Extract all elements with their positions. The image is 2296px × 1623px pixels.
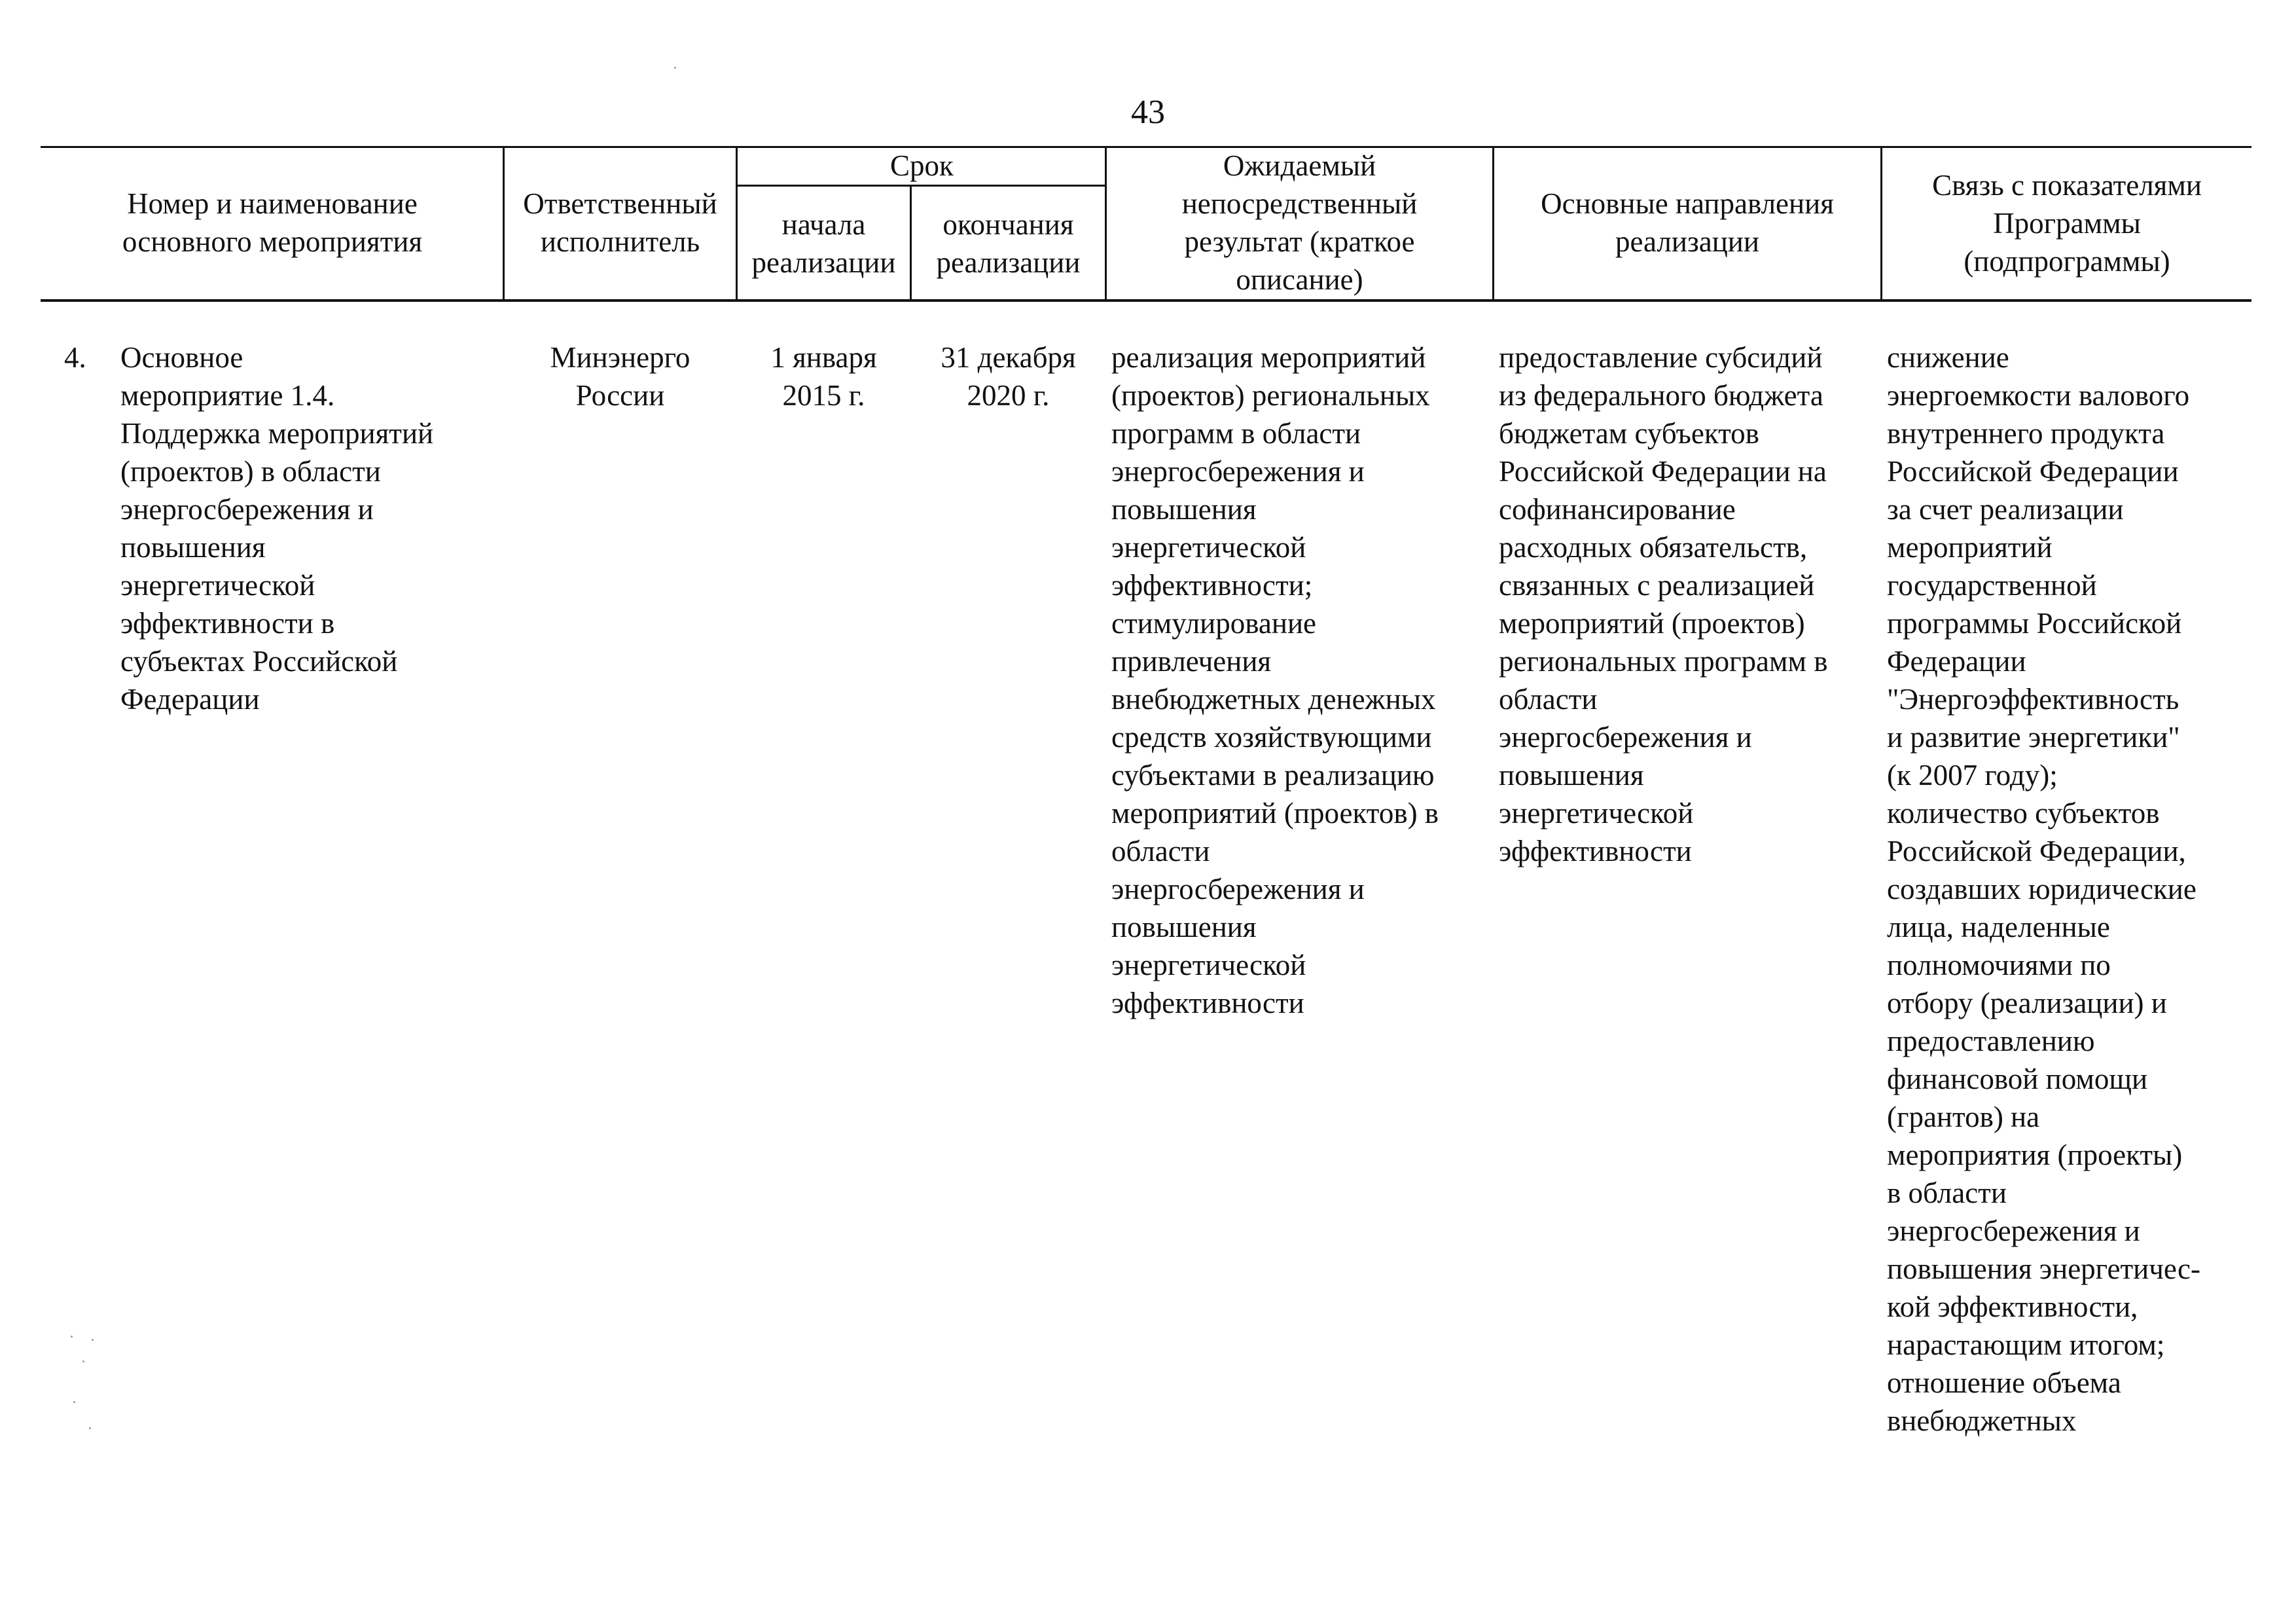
row-result-line: энергосбережения и xyxy=(1111,873,1365,905)
row-result-line: энергетической xyxy=(1111,949,1306,981)
row-indicators-line: снижение xyxy=(1887,341,2009,374)
row-indicators-line: за счет реализации xyxy=(1887,493,2124,526)
header-result-line: непосредственный xyxy=(1181,187,1418,220)
row-indicators-line: и развитие энергетики" xyxy=(1887,721,2180,754)
row-directions-line: связанных с реализацией xyxy=(1499,569,1815,602)
row-name-line: Федерации xyxy=(120,683,260,716)
row-indicators-line: энергоемкости валового xyxy=(1887,379,2190,412)
row-end-line: 31 декабря xyxy=(941,341,1076,374)
row-directions-line: предоставление субсидий xyxy=(1499,341,1823,374)
header-responsible-line: Ответственный xyxy=(523,187,717,220)
row-indicators-line: Федерации xyxy=(1887,645,2026,678)
scan-speck xyxy=(82,1360,84,1362)
row-name-line: Поддержка мероприятий xyxy=(120,417,434,450)
row-indicators-line: (грантов) на xyxy=(1887,1101,2040,1133)
row-start-cell xyxy=(738,338,910,414)
row-directions-line: Российской Федерации на xyxy=(1499,455,1827,488)
row-end-line: 2020 г. xyxy=(967,379,1050,412)
row-result-line: энергетической xyxy=(1111,531,1306,564)
row-responsible-cell xyxy=(505,338,736,414)
row-result-line: энергосбережения и xyxy=(1111,455,1365,488)
row-directions-line: мероприятий (проектов) xyxy=(1499,607,1805,640)
row-directions-line: софинансирование xyxy=(1499,493,1736,526)
row-directions-line: бюджетам субъектов xyxy=(1499,417,1759,450)
header-term-label: Срок xyxy=(890,149,954,182)
row-indicators-line: Российской Федерации xyxy=(1887,455,2179,488)
header-indicators-line: (подпрограммы) xyxy=(1964,245,2170,278)
row-indicators-line: (к 2007 году); xyxy=(1887,759,2058,792)
row-result-line: стимулирование xyxy=(1111,607,1317,640)
row-result-line: эффективности; xyxy=(1111,569,1313,602)
row-indicators-line: предоставлению xyxy=(1887,1025,2095,1057)
header-term-cell xyxy=(738,147,1106,185)
header-result-line: Ожидаемый xyxy=(1223,149,1376,182)
row-directions-line: из федерального бюджета xyxy=(1499,379,1823,412)
row-result-line: мероприятий (проектов) в xyxy=(1111,797,1439,830)
row-name-line: повышения xyxy=(120,531,266,564)
header-directions-line: реализации xyxy=(1615,225,1759,258)
scan-speck xyxy=(73,1401,75,1403)
row-directions-line: энергетической xyxy=(1499,797,1694,830)
header-responsible-line: исполнитель xyxy=(540,225,700,258)
header-end-line: окончания xyxy=(942,208,1074,241)
scan-speck xyxy=(89,1427,91,1429)
header-end-line: реализации xyxy=(936,246,1081,279)
row-result-line: средств хозяйствующими xyxy=(1111,721,1432,754)
header-indicators-line: Связь с показателями xyxy=(1932,169,2202,202)
row-start-line: 2015 г. xyxy=(782,379,865,412)
row-indicators-line: полномочиями по xyxy=(1887,949,2111,981)
row-indicators-line: финансовой помощи xyxy=(1887,1063,2148,1095)
row-indicators-line: в области xyxy=(1887,1176,2007,1209)
header-indicators-line: Программы xyxy=(1993,207,2141,240)
row-name-line: (проектов) в области xyxy=(120,455,381,488)
row-indicators-line: мероприятий xyxy=(1887,531,2053,564)
row-name-line: эффективности в xyxy=(120,607,335,640)
header-directions-cell xyxy=(1494,185,1880,261)
row-directions-line: эффективности xyxy=(1499,835,1692,867)
row-directions-line: области xyxy=(1499,683,1598,716)
header-result-line: результат (краткое xyxy=(1184,225,1415,258)
row-indicators-line: нарастающим итогом; xyxy=(1887,1328,2165,1361)
row-result-line: (проектов) региональных xyxy=(1111,379,1430,412)
scan-speck xyxy=(92,1339,94,1341)
scan-speck xyxy=(674,67,676,69)
row-result-line: повышения xyxy=(1111,911,1257,943)
row-indicators-line: отбору (реализации) и xyxy=(1887,987,2167,1019)
header-result-cell xyxy=(1107,147,1492,299)
row-indicators-line: внебюджетных xyxy=(1887,1404,2077,1437)
row-directions-line: энергосбережения и xyxy=(1499,721,1752,754)
header-result-line: описание) xyxy=(1236,263,1363,296)
header-start-line: начала xyxy=(781,208,866,241)
row-indicators-line: лица, наделенные xyxy=(1887,911,2110,943)
row-name-cell xyxy=(120,338,433,718)
page-number: 43 xyxy=(1131,94,1165,131)
row-result-line: привлечения xyxy=(1111,645,1272,678)
row-responsible-line: Минэнерго xyxy=(550,341,691,374)
row-indicators-line: мероприятия (проекты) xyxy=(1887,1139,2183,1171)
row-name-line: Основное xyxy=(120,341,243,374)
header-bottom-rule xyxy=(41,299,2251,302)
row-result-line: реализация мероприятий xyxy=(1111,341,1426,374)
header-start-line: реализации xyxy=(751,246,896,279)
header-name-line: Номер и наименование xyxy=(127,187,418,220)
header-responsible-cell xyxy=(505,185,736,261)
row-result-cell xyxy=(1111,338,1439,1022)
row-indicators-line: внутреннего продукта xyxy=(1887,417,2165,450)
row-start-line: 1 января xyxy=(770,341,877,374)
row-indicators-line: создавших юридические xyxy=(1887,873,2197,905)
row-indicators-cell xyxy=(1887,338,2200,1440)
scan-speck xyxy=(71,1336,73,1338)
row-indicators-line: "Энергоэффективность xyxy=(1887,683,2179,716)
row-end-cell xyxy=(912,338,1105,414)
header-name-line: основного мероприятия xyxy=(122,225,423,258)
row-result-line: эффективности xyxy=(1111,987,1304,1019)
row-name-line: энергосбережения и xyxy=(120,493,374,526)
term-subheader-rule xyxy=(736,185,1106,187)
row-directions-cell xyxy=(1499,338,1827,870)
row-number: 4. xyxy=(64,341,86,374)
row-indicators-line: повышения энергетичес- xyxy=(1887,1252,2200,1285)
row-directions-line: повышения xyxy=(1499,759,1644,792)
row-name-line: мероприятие 1.4. xyxy=(120,379,335,412)
row-indicators-line: Российской Федерации, xyxy=(1887,835,2186,867)
row-name-line: энергетической xyxy=(120,569,315,602)
header-directions-line: Основные направления xyxy=(1541,187,1834,220)
header-start-cell xyxy=(738,206,910,282)
row-result-line: субъектами в реализацию xyxy=(1111,759,1435,792)
row-result-line: программ в области xyxy=(1111,417,1361,450)
row-indicators-line: количество субъектов xyxy=(1887,797,2160,830)
row-result-line: внебюджетных денежных xyxy=(1111,683,1436,716)
row-indicators-line: кой эффективности, xyxy=(1887,1290,2138,1323)
header-end-cell xyxy=(912,206,1105,282)
row-directions-line: региональных программ в xyxy=(1499,645,1828,678)
row-responsible-line: России xyxy=(575,379,665,412)
row-name-line: субъектах Российской xyxy=(120,645,398,678)
row-indicators-line: программы Российской xyxy=(1887,607,2182,640)
row-indicators-line: государственной xyxy=(1887,569,2097,602)
row-result-line: области xyxy=(1111,835,1210,867)
header-indicators-cell xyxy=(1882,166,2251,280)
row-directions-line: расходных обязательств, xyxy=(1499,531,1808,564)
row-indicators-line: энергосбережения и xyxy=(1887,1214,2140,1247)
row-result-line: повышения xyxy=(1111,493,1257,526)
header-name-cell xyxy=(42,185,503,261)
row-indicators-line: отношение объема xyxy=(1887,1366,2121,1399)
